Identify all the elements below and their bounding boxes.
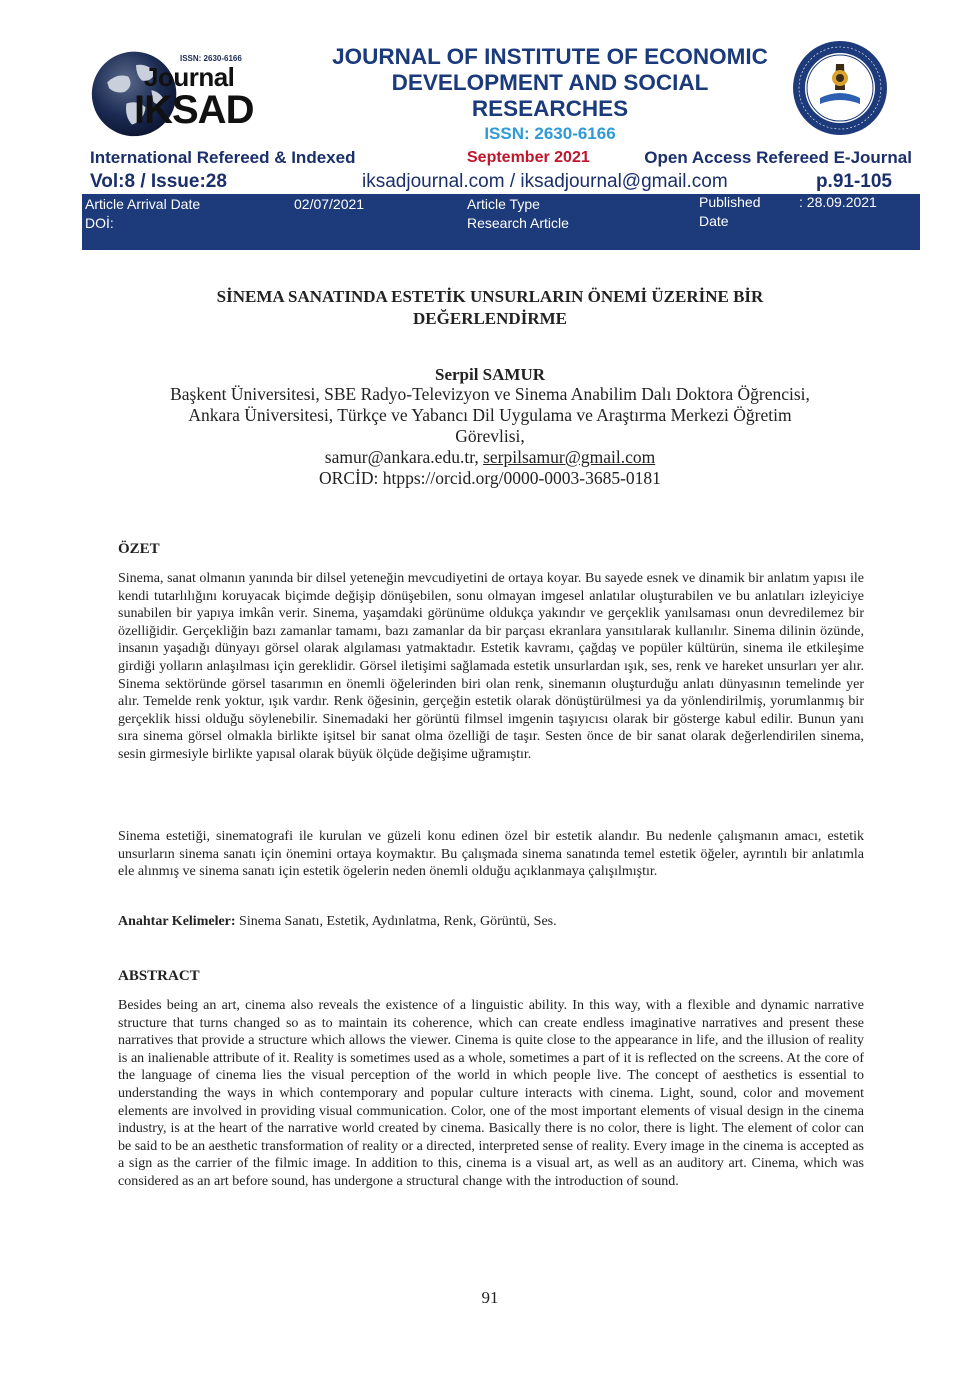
- journal-issn: ISSN: 2630-6166: [484, 124, 616, 143]
- logo-journal-text: Journal: [144, 62, 235, 92]
- author-name: Serpil SAMUR: [434, 365, 546, 384]
- affiliation-line: Başkent Üniversitesi, SBE Radyo-Televizyon ve Sinema Anabilim Dalı Doktora Öğrencisi,: [170, 384, 810, 404]
- logo-issn: ISSN: 2630-6166: [180, 54, 242, 63]
- page-number: 91: [481, 1288, 499, 1307]
- published-label-date: Date: [699, 213, 729, 229]
- article-type-label: Article Type: [467, 196, 540, 212]
- ozet-paragraph-1: Sinema, sanat olmanın yanında bir dilsel yeteneğin mevcudiyetini de ortaya koyar. Bu sayede esnek ve dinamik bir anlatım yapısı ile kendi tutarlılığını koruyacak biçimde değişip dönüşebilen, sonu olmayan imgesel anlatılar oluşturabilen ve bu anlatıları izleyiciye sunabilen bir yapıya imkân verir. Sinema, yaşamdaki görünüme oldukça yakındır ve gerçeklik yanılsaması onun devredilemez bir özelliğidir. Gerçekliğin bazı zamanlar tamamı, bazı zamanlar da bir parçası ekranlara yansıtılarak kullanılır. Sinema dilinin özünde, insanın yaşadığı dünyayı görsel olarak algılaması yatmaktadır. Estetik kavramı, çağdaş ve popüler kültürün, sinema ile etkileşime girdiği yolların anlaşılması için gereklidir. Görsel iletişimi sağlamada estetik unsurlardan ışık, ses, renk ve hareket unsurları yer alır. Sinema sektöründe görsel tasarımın en önemli öğelerinden biri olan renk, sinemanın oluşturduğu anlatı dünyasının temelinde yer alır. Temelde renk yoktur, ışık vardır. Renk öğesinin, gerçeğin estetik olarak dönüştürülmesi ya da yönlendirilmiş, yorumlanmış bir gerçeklik hissi olduğu söylenebilir. Sinemadaki her görüntü filmsel imgenin taşıyıcısı olarak bir gösterge kabul edilir. Bunun yanı sıra sinema görsel olmakla birlikte işitsel bir sanat olma özelliği de taşır. Sesten önce de bir sanat olarak değerlendirilen sinema, sesin girmesiyle birlikte yapısal olarak büyük ölçüde değişime uğramıştır.: [118, 571, 864, 762]
- keywords-label: Anahtar Kelimeler:: [118, 914, 236, 929]
- article-title-line: DEĞERLENDİRME: [413, 309, 567, 328]
- email-link[interactable]: serpilsamur@gmail.com: [483, 447, 656, 467]
- open-access-label: Open Access Refereed E-Journal: [644, 148, 912, 167]
- arrival-date-value: 02/07/2021: [294, 196, 365, 212]
- article-title-line: SİNEMA SANATINDA ESTETİK UNSURLARIN ÖNEMİ ÜZERİNE BİR: [216, 287, 764, 306]
- affiliation-line: Ankara Üniversitesi, Türkçe ve Yabancı Dil Uygulama ve Araştırma Merkezi Öğretim: [188, 405, 792, 425]
- volume-issue: Vol:8 / Issue:28: [90, 171, 227, 192]
- journal-logo: [88, 40, 268, 140]
- doi-label: DOİ:: [85, 215, 114, 231]
- journal-title-line: DEVELOPMENT AND SOCIAL: [391, 70, 709, 95]
- email-plain: samur@ankara.edu.tr,: [324, 447, 484, 467]
- article-title: [120, 286, 860, 330]
- abstract-paragraph: Besides being an art, cinema also reveals the existence of a linguistic ability. In this way, with a flexible and dynamic narrative structure that turns changed so as to maintain its coherence, which can create endless imaginative narratives and present these narratives that provide a structure which allows the viewer. Cinema is quite close to the appearance in life, and the illusion of reality is an inalienable attribute of it. Reality is sometimes used as a whole, sometimes a part of it is reflected on the screens. At the core of the language of cinema lies the visual perception of the world in which people live. The concept of aesthetics is essential to understanding the ways in which contemporary and popular culture interacts with cinema. Light, sound, color and movement elements are involved in providing visual communication. Color, one of the most important elements of visual design in the cinema industry, is at the heart of the narrative world created by cinema. Basically there is no color, there is light. The element of color can be said to be an aesthetic transformation of reality or a directed, interpreted sense of reality. Every image in the cinema is accepted as a sign as the carrier of the filmic image. In addition to this, cinema is a visual art, as well as an auditory art. Cinema, which was considered as an art before sound, has undergone a structural change with the introduction of sound.: [118, 998, 864, 1189]
- published-label: Published: [699, 194, 761, 210]
- journal-title-line: JOURNAL OF INSTITUTE OF ECONOMIC: [332, 44, 768, 69]
- page-range: p.91-105: [815, 171, 892, 192]
- author-orcid: ORCİD: htpps://orcid.org/0000-0003-3685-0181: [319, 468, 661, 488]
- published-date-value: : 28.09.2021: [799, 194, 877, 210]
- institute-seal-icon: [790, 38, 890, 138]
- author-emails: [90, 447, 890, 468]
- keywords: [118, 913, 864, 931]
- article-type-value: Research Article: [467, 215, 569, 231]
- refereed-indexed-label: International Refereed & Indexed: [90, 148, 356, 167]
- affiliation-line: Görevlisi,: [455, 426, 525, 446]
- article-meta-bar: [82, 194, 920, 250]
- abstract-heading: ABSTRACT: [118, 968, 200, 984]
- journal-title: [300, 44, 800, 122]
- ozet-heading: ÖZET: [118, 541, 160, 557]
- journal-title-line: RESEARCHES: [471, 96, 629, 121]
- arrival-date-label: Article Arrival Date: [85, 196, 201, 212]
- logo-iksad-text: IKSAD: [134, 88, 254, 132]
- journal-contact: iksadjournal.com / iksadjournal@gmail.com: [362, 171, 728, 192]
- ozet-paragraph-2: Sinema estetiği, sinematografi ile kurulan ve güzeli konu edinen özel bir estetik alandır. Bu nedenle çalışmanın amacı, estetik unsurların sinema sanatı için önemini ortaya koymaktır. Bu çalışmada sinema sanatında temel estetik öğeler, ayrıntılı bir anlatımla ele alınmış ve sinema sanatı için estetik ögelerin neden önemli olduğu açıklanmaya çalışılmıştır.: [118, 829, 864, 880]
- keywords-list: Sinema Sanatı, Estetik, Aydınlatma, Renk, Görüntü, Ses.: [235, 914, 557, 929]
- issue-date: September 2021: [467, 149, 590, 166]
- author-affiliation: [90, 384, 890, 489]
